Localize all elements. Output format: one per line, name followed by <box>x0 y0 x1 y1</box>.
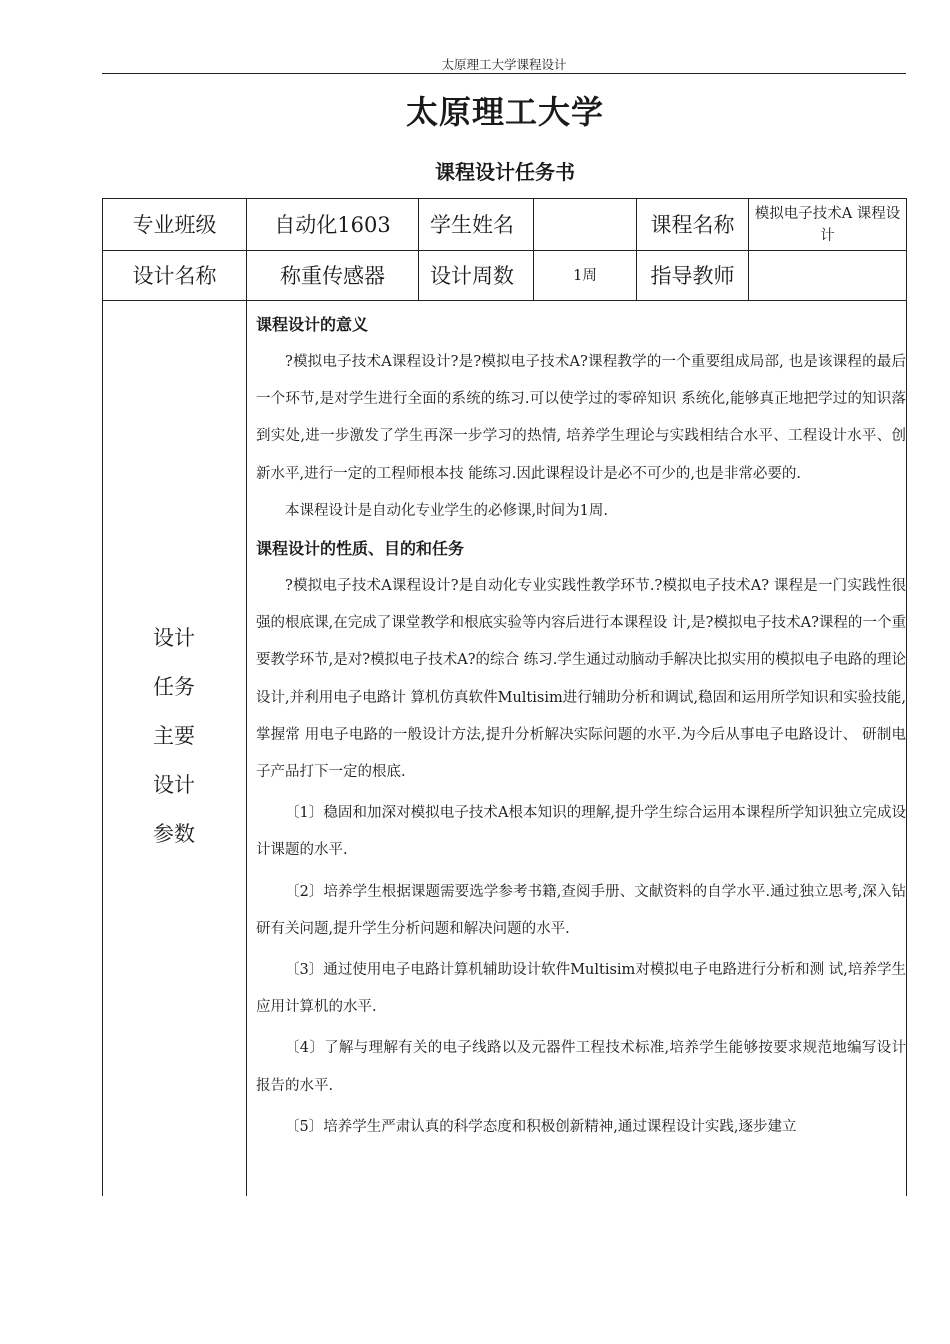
paragraph-goal-4: 〔4〕了解与理解有关的电子线路以及元器件工程技术标准,培养学生能够按要求规范地编写设计报告的水平. <box>256 1040 906 1094</box>
design-name-label: 设计名称 <box>132 263 217 288</box>
section-label-line-3: 主要 <box>153 724 195 748</box>
task-content <box>256 306 906 1196</box>
advisor-value <box>749 251 906 300</box>
running-header <box>102 56 906 74</box>
running-header-text: 太原理工大学课程设计 <box>441 57 567 72</box>
student-name-label: 学生姓名 <box>430 212 514 237</box>
paragraph-goal-5: 〔5〕培养学生严肃认真的科学态度和积极创新精神,通过课程设计实践,逐步建立 <box>285 1118 797 1135</box>
table-divider-row2 <box>102 300 907 301</box>
advisor-label: 指导教师 <box>650 263 735 288</box>
university-title: 太原理工大学 <box>405 93 604 131</box>
heading-significance: 课程设计的意义 <box>256 315 369 334</box>
section-label-line-2: 任务 <box>153 675 195 699</box>
student-name-value <box>534 199 636 250</box>
paragraph-significance: ?模拟电子技术A课程设计?是?模拟电子技术A?课程教学的一个重要组成局部, 也是该课程的最后一个环节,是对学生进行全面的系统的练习.可以使学过的零碎知识 系统化,能够真正地把学过的知识落到实处,进一步激发了学生再深一步学习的热情, 培养学生理论与实践相结合水平、工程设计水平、创新水平,进行一定的工程师根本技 能练习.因此课程设计是必不可少的,也是非常必要的. <box>256 354 906 482</box>
section-label-line-4: 设计 <box>153 773 195 797</box>
table-column-divider-1 <box>246 198 247 1196</box>
section-label <box>102 614 246 859</box>
document-subtitle: 课程设计任务书 <box>435 160 575 184</box>
paragraph-nature: ?模拟电子技术A课程设计?是自动化专业实践性教学环节.?模拟电子技术A? 课程是一门实践性很强的根底课,在完成了课堂教学和根底实验等内容后进行本课程设 计,是?模拟电子技术A?课程的一个重要教学环节,是对?模拟电子技术A?的综合 练习.学生通过动脑动手解决比拟实用的模拟电子电路的理论设计,并利用电子电路计 算机仿真软件Multisim进行辅助分析和调试,稳固和运用所学知识和实验技能,掌握常 用电子电路的一般设计方法,提升分析解决实际问题的水平.为今后从事电子电路设计、 研制电子产品打下一定的根底. <box>256 578 906 781</box>
paragraph-goal-3: 〔3〕通过使用电子电路计算机辅助设计软件Multisim对模拟电子电路进行分析和测 试,培养学生应用计算机的水平. <box>256 962 906 1016</box>
major-class-value: 自动化1603 <box>274 212 391 237</box>
course-name-label: 课程名称 <box>650 212 735 237</box>
course-name-value: 模拟电子技术A 课程设计 <box>754 205 901 244</box>
design-weeks-label: 设计周数 <box>430 263 514 288</box>
design-name-value: 称重传感器 <box>280 263 385 288</box>
paragraph-goal-2: 〔2〕培养学生根据课题需要选学参考书籍,查阅手册、文献资料的自学水平.通过独立思考,深入钻研有关问题,提升学生分析问题和解决问题的水平. <box>256 883 906 937</box>
section-label-line-5: 参数 <box>153 822 195 846</box>
design-weeks-value: 1周 <box>573 267 597 284</box>
section-label-line-1: 设计 <box>153 626 195 650</box>
major-class-label: 专业班级 <box>132 212 217 237</box>
paragraph-goal-1: 〔1〕稳固和加深对模拟电子技术A根本知识的理解,提升学生综合运用本课程所学知识独立完成设计课题的水平. <box>256 805 906 859</box>
table-border-right <box>906 198 907 1196</box>
paragraph-duration: 本课程设计是自动化专业学生的必修课,时间为1周. <box>285 502 608 519</box>
heading-nature-purpose: 课程设计的性质、目的和任务 <box>256 539 465 559</box>
